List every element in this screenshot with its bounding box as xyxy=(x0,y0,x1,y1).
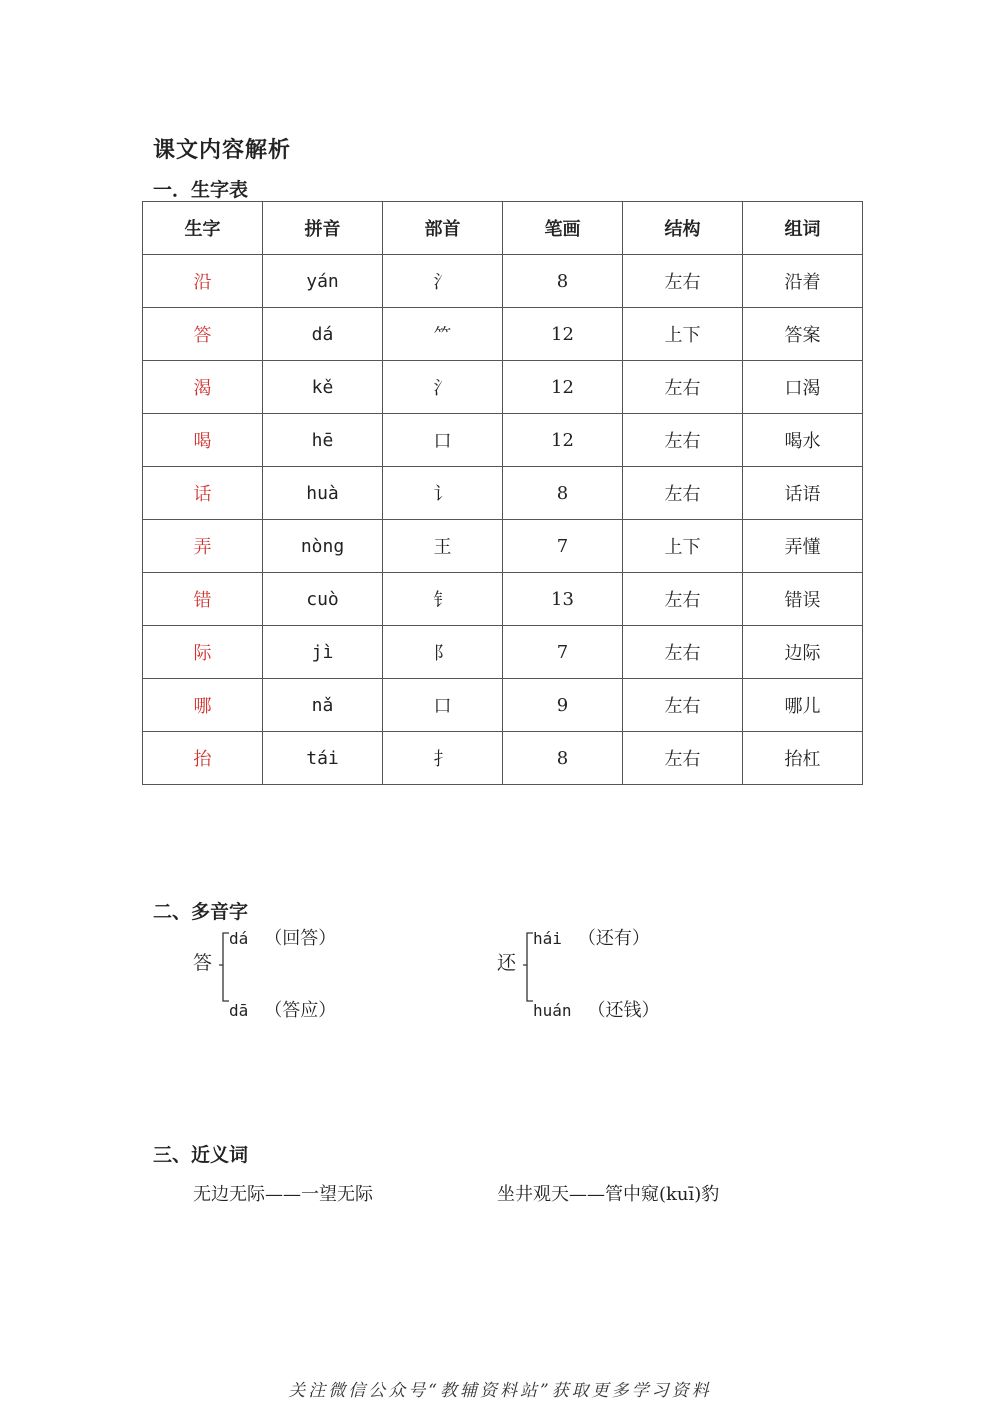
cell-strokes: 13 xyxy=(503,573,623,626)
header-strokes: 笔画 xyxy=(503,202,623,255)
cell-radical: 讠 xyxy=(383,467,503,520)
cell-pinyin: nǎ xyxy=(263,679,383,732)
cell-radical: 氵 xyxy=(383,361,503,414)
cell-word: 哪儿 xyxy=(743,679,863,732)
cell-char: 喝 xyxy=(143,414,263,467)
cell-structure: 左右 xyxy=(623,573,743,626)
cell-radical: 扌 xyxy=(383,732,503,785)
cell-pinyin: dá xyxy=(263,308,383,361)
cell-pinyin: jì xyxy=(263,626,383,679)
cell-char: 际 xyxy=(143,626,263,679)
section-heading-new-characters: 一．生字表 xyxy=(153,179,249,201)
cell-radical: 口 xyxy=(383,414,503,467)
cell-pinyin: kě xyxy=(263,361,383,414)
header-char: 生字 xyxy=(143,202,263,255)
cell-radical: 王 xyxy=(383,520,503,573)
cell-pinyin: yán xyxy=(263,255,383,308)
reading xyxy=(229,996,336,1022)
cell-char: 哪 xyxy=(143,679,263,732)
cell-pinyin: cuò xyxy=(263,573,383,626)
cell-pinyin: huà xyxy=(263,467,383,520)
cell-char: 沿 xyxy=(143,255,263,308)
table-row xyxy=(143,361,863,414)
cell-structure: 左右 xyxy=(623,255,743,308)
table-row xyxy=(143,308,863,361)
cell-structure: 左右 xyxy=(623,467,743,520)
polyphonic-char: 答 xyxy=(193,952,213,974)
cell-char: 抬 xyxy=(143,732,263,785)
cell-word: 沿着 xyxy=(743,255,863,308)
footer-note: 关注微信公众号“教辅资料站”获取更多学习资料 xyxy=(288,1381,712,1401)
cell-strokes: 12 xyxy=(503,361,623,414)
table-row xyxy=(143,467,863,520)
table-row xyxy=(143,414,863,467)
cell-char: 错 xyxy=(143,573,263,626)
cell-char: 话 xyxy=(143,467,263,520)
reading-word: （回答） xyxy=(264,928,337,949)
cell-pinyin: nòng xyxy=(263,520,383,573)
section-heading-synonyms: 三、近义词 xyxy=(153,1144,249,1166)
character-table xyxy=(142,201,863,785)
reading-word: （答应） xyxy=(264,1000,337,1021)
table-row xyxy=(143,732,863,785)
table-header-row xyxy=(143,202,863,255)
cell-word: 边际 xyxy=(743,626,863,679)
table-row xyxy=(143,679,863,732)
reading-pinyin: hái xyxy=(533,929,562,948)
cell-word: 弄懂 xyxy=(743,520,863,573)
reading-word: （还钱） xyxy=(587,1000,660,1021)
page-title: 课文内容解析 xyxy=(153,138,292,163)
cell-word: 抬杠 xyxy=(743,732,863,785)
table-row xyxy=(143,255,863,308)
reading-pinyin: dá xyxy=(229,929,249,948)
table-row xyxy=(143,626,863,679)
cell-word: 口渴 xyxy=(743,361,863,414)
reading-pinyin: dā xyxy=(229,1001,249,1020)
cell-strokes: 8 xyxy=(503,467,623,520)
cell-radical: 钅 xyxy=(383,573,503,626)
table-row xyxy=(143,520,863,573)
cell-word: 错误 xyxy=(743,573,863,626)
table-row xyxy=(143,573,863,626)
cell-structure: 上下 xyxy=(623,520,743,573)
reading xyxy=(533,996,660,1022)
reading-pinyin: huán xyxy=(533,1001,572,1020)
cell-pinyin: hē xyxy=(263,414,383,467)
cell-strokes: 7 xyxy=(503,626,623,679)
reading-word: （还有） xyxy=(577,928,650,949)
cell-structure: 上下 xyxy=(623,308,743,361)
header-pinyin: 拼音 xyxy=(263,202,383,255)
header-structure: 结构 xyxy=(623,202,743,255)
cell-strokes: 12 xyxy=(503,308,623,361)
cell-strokes: 9 xyxy=(503,679,623,732)
cell-word: 喝水 xyxy=(743,414,863,467)
cell-word: 答案 xyxy=(743,308,863,361)
cell-strokes: 8 xyxy=(503,732,623,785)
cell-structure: 左右 xyxy=(623,414,743,467)
cell-char: 弄 xyxy=(143,520,263,573)
cell-radical: 氵 xyxy=(383,255,503,308)
section-heading-polyphonic: 二、多音字 xyxy=(153,901,249,923)
cell-structure: 左右 xyxy=(623,626,743,679)
cell-strokes: 7 xyxy=(503,520,623,573)
polyphonic-item xyxy=(497,924,737,1024)
cell-pinyin: tái xyxy=(263,732,383,785)
cell-char: 渴 xyxy=(143,361,263,414)
polyphonic-char: 还 xyxy=(497,952,517,974)
reading xyxy=(229,924,336,950)
header-word: 组词 xyxy=(743,202,863,255)
cell-structure: 左右 xyxy=(623,361,743,414)
cell-word: 话语 xyxy=(743,467,863,520)
cell-radical: ⺮ xyxy=(383,308,503,361)
cell-strokes: 8 xyxy=(503,255,623,308)
cell-structure: 左右 xyxy=(623,679,743,732)
synonym-pair: 无边无际——一望无际 xyxy=(193,1184,373,1205)
cell-strokes: 12 xyxy=(503,414,623,467)
cell-radical: 口 xyxy=(383,679,503,732)
reading xyxy=(533,924,650,950)
cell-structure: 左右 xyxy=(623,732,743,785)
synonym-pair: 坐井观天——管中窥(kuī)豹 xyxy=(497,1184,720,1205)
cell-radical: 阝 xyxy=(383,626,503,679)
polyphonic-item xyxy=(193,924,413,1024)
cell-char: 答 xyxy=(143,308,263,361)
header-radical: 部首 xyxy=(383,202,503,255)
